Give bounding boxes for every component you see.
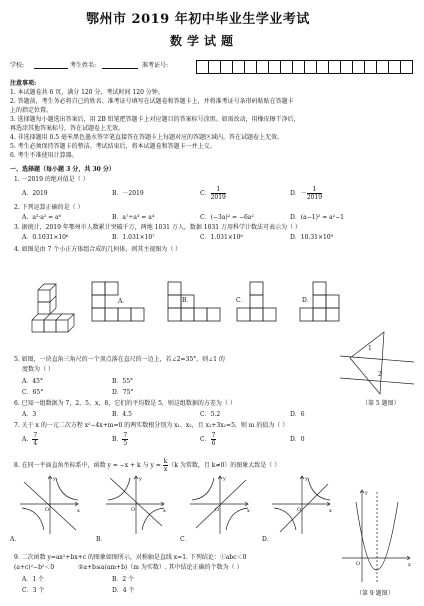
q5-option-d[interactable]: D．75° <box>112 389 134 396</box>
note-item: 3. 选择题每小题选出答案后，用 2B 铅笔把答题卡上对应题目的答案标号涂黑。如需改动，用橡皮擦干净后， <box>10 116 300 123</box>
q3-option-c[interactable]: C．1.031×10⁸ <box>200 234 243 241</box>
digit-box[interactable] <box>304 60 316 74</box>
q2-option-b[interactable]: B．a⁷÷a³ = a⁴ <box>112 214 155 221</box>
q4-option-b[interactable]: B． <box>182 297 193 304</box>
exam-title: 鄂州市 2019 年初中毕业生学业考试 <box>86 12 310 27</box>
q4-option-a-figure[interactable] <box>92 282 146 328</box>
q9-option-a[interactable]: A．1 个 <box>22 576 45 583</box>
axis-y-label: y <box>365 490 368 496</box>
axis-origin-label: O <box>215 507 220 513</box>
q4-option-b-figure[interactable] <box>168 282 222 328</box>
axis-x-label: x <box>77 508 80 514</box>
digit-box[interactable] <box>256 60 268 74</box>
axis-origin-label: O <box>297 507 302 513</box>
q5-ruler-triangle-figure <box>340 328 414 396</box>
q7-option-b[interactable]: B． $\frac{7}{5}$ <box>112 432 128 447</box>
q7-option-d[interactable]: D．0 <box>290 436 305 443</box>
q1-stem: 1. －2019 的绝对值是（ ） <box>14 176 89 183</box>
q7-stem: 7. 关于 x 的一元二次方程 x²−4x+m=0 的两实数根分别为 x₁、x₂，且 x₁+3x₂=5，则 m 的值为（ ） <box>14 422 289 429</box>
digit-box[interactable] <box>376 60 388 74</box>
q9-option-b[interactable]: B．2 个 <box>112 576 135 583</box>
section-heading: 一、选择题（每小题 3 分，共 30 分） <box>10 166 115 173</box>
q5-option-c[interactable]: C．65° <box>22 389 44 396</box>
note-item: 2. 答题前，考生务必将自己的姓名、准考证号填写在试题卷和答题卡上，并将准考证号条形码粘贴在答题卡 <box>10 98 294 105</box>
q2-option-a[interactable]: A．a³·a² = a⁶ <box>22 214 62 221</box>
digit-box[interactable] <box>364 60 376 74</box>
axis-x-label: x <box>329 508 332 514</box>
q9-stem-2: ②a+b≤a(am+b)（m 为实数）. 其中结论正确的个数为（ ） <box>78 564 243 571</box>
q8-option-c-graph[interactable] <box>190 474 250 534</box>
axis-origin-label: O <box>356 561 361 567</box>
axis-y-label: y <box>223 476 226 482</box>
axis-origin-label: O <box>131 507 136 513</box>
digit-box[interactable] <box>268 60 280 74</box>
note-item: 6. 考生不准使用计算器。 <box>10 152 78 159</box>
digit-box[interactable] <box>244 60 256 74</box>
q8-option-a-graph[interactable] <box>20 474 80 534</box>
q3-option-a[interactable]: A．0.1031×10⁶ <box>22 234 69 241</box>
q8-option-c[interactable]: C． <box>180 536 191 543</box>
q5-option-a[interactable]: A．45° <box>22 378 43 385</box>
digit-box[interactable] <box>352 60 364 74</box>
q9-figure-caption: （第 9 题图） <box>356 590 394 597</box>
exam-no-label: 准考证号: <box>142 62 169 69</box>
digit-box[interactable] <box>400 60 413 74</box>
q8-option-d-graph[interactable] <box>272 474 332 534</box>
digit-box[interactable] <box>340 60 352 74</box>
q9-parabola-graph <box>342 488 412 584</box>
note-item: 1. 本试题卷共 6 页，满分 120 分，考试时间 120 分钟。 <box>10 89 164 96</box>
q6-stem: 6. 已知一组数据为 7，2，5，x，8，它们的平均数是 5，则这组数据的方差为（ ） <box>14 400 236 407</box>
axis-y-label: y <box>139 476 142 482</box>
q9-stem: 9. 二次函数 y=ax²+bx+c 的图象如图所示，对称轴是直线 x=1. 下列结论：①abc＜0 <box>14 554 247 561</box>
note-item: 4. 非选择题用 0.5 毫米黑色墨水签字笔直接答在答题卡上每题对应的答题区域内，答在试题卷上无效。 <box>10 134 283 141</box>
q6-option-b[interactable]: B．4.5 <box>112 411 132 418</box>
exam-no-boxes[interactable] <box>196 60 413 74</box>
q1-option-d[interactable]: D．－ $\frac{1}{2019}$ <box>290 186 323 201</box>
q9-option-c[interactable]: C．3 个 <box>22 587 45 594</box>
digit-box[interactable] <box>328 60 340 74</box>
q8-stem: 8. 在同一平面直角坐标系中，函数 y = −x + k 与 y = $\frac{k}{x}$ （k 为常数，且 k≠0）的图象大致是（ ） <box>14 458 281 473</box>
q3-option-d[interactable]: D．10.31×10⁹ <box>290 234 334 241</box>
q5-stem-2: 度数为（ ） <box>22 366 54 373</box>
q2-option-c[interactable]: C．(−3a)² = −6a² <box>200 214 254 221</box>
q2-stem: 2. 下列运算正确的是（ ） <box>14 204 84 211</box>
school-field[interactable] <box>34 68 68 69</box>
q4-option-d[interactable]: D． <box>302 297 313 304</box>
axis-x-label: x <box>408 562 411 568</box>
digit-box[interactable] <box>220 60 232 74</box>
notes-heading: 注意事项: <box>10 80 37 87</box>
note-item: 5. 考生必须保持答题卡的整洁。考试结束后，将本试题卷和答题卡一并上交。 <box>10 143 216 150</box>
q5-option-b[interactable]: B．55° <box>112 378 134 385</box>
q6-option-d[interactable]: D．6 <box>290 411 305 418</box>
q5-stem: 5. 如图，一块直角三角尺的一个顶点落在直尺的一边上，若∠2=35°，则∠1 的 <box>14 356 225 363</box>
axis-y-label: y <box>53 476 56 482</box>
q4-stem: 4. 如图是由 7 个小正方体组合成的几何体，则其主视图为（ ） <box>14 246 182 253</box>
subject-title: 数学试题 <box>170 34 239 48</box>
axis-x-label: x <box>163 508 166 514</box>
digit-box[interactable] <box>208 60 220 74</box>
name-field[interactable] <box>102 68 138 69</box>
q3-stem: 3. 据统计，2019 年鄂州市人数累计突破千万，两地 1031 万人，数据 1031 万用科学计数法可表示为（ ） <box>14 224 301 231</box>
q9-option-d[interactable]: D．4 个 <box>112 587 135 594</box>
digit-box[interactable] <box>232 60 244 74</box>
q5-figure-caption: （第 5 题图） <box>362 400 400 407</box>
digit-box[interactable] <box>196 60 208 74</box>
axis-x-label: x <box>247 508 250 514</box>
digit-box[interactable] <box>292 60 304 74</box>
q6-option-a[interactable]: A．3 <box>22 411 37 418</box>
q7-option-c[interactable]: C． $\frac{7}{6}$ <box>200 432 216 447</box>
q5-angle-2: 2 <box>378 371 382 378</box>
axis-origin-label: O <box>45 507 50 513</box>
note-item: 再选涂其他答案标号，答在试题卷上无效。 <box>10 125 125 132</box>
name-label: 考生姓名: <box>70 62 97 69</box>
q8-option-b[interactable]: B． <box>96 536 107 543</box>
q5-angle-1: 1 <box>368 345 372 352</box>
q3-option-b[interactable]: B．1.031×10⁷ <box>112 234 155 241</box>
q1-option-b[interactable]: B．－2019 <box>112 190 144 197</box>
q4-option-c[interactable]: C． <box>236 297 247 304</box>
q4-solid-figure <box>32 276 82 338</box>
q4-option-c-figure[interactable] <box>234 282 278 328</box>
axis-y-label: y <box>305 476 308 482</box>
q9-stem-extra: (a+c)²−b²＜0 <box>14 564 55 571</box>
digit-box[interactable] <box>280 60 292 74</box>
q6-option-c[interactable]: C．5.2 <box>200 411 221 418</box>
q7-option-a[interactable]: A． $\frac{7}{4}$ <box>22 432 38 447</box>
q4-option-d-figure[interactable] <box>300 282 344 328</box>
q4-option-a[interactable]: A． <box>118 298 129 305</box>
q1-option-c[interactable]: C． $\frac{1}{2019}$ <box>200 186 226 201</box>
digit-box[interactable] <box>388 60 400 74</box>
school-label: 学校: <box>10 62 25 69</box>
q2-option-d[interactable]: D．(a−1)² = a²−1 <box>290 214 344 221</box>
q8-option-b-graph[interactable] <box>106 474 166 534</box>
digit-box[interactable] <box>316 60 328 74</box>
q8-option-d[interactable]: D． <box>262 536 273 543</box>
q1-option-a[interactable]: A．2019 <box>22 190 48 197</box>
q8-option-a[interactable]: A． <box>10 536 21 543</box>
note-item: 上的指定位置。 <box>10 107 53 114</box>
